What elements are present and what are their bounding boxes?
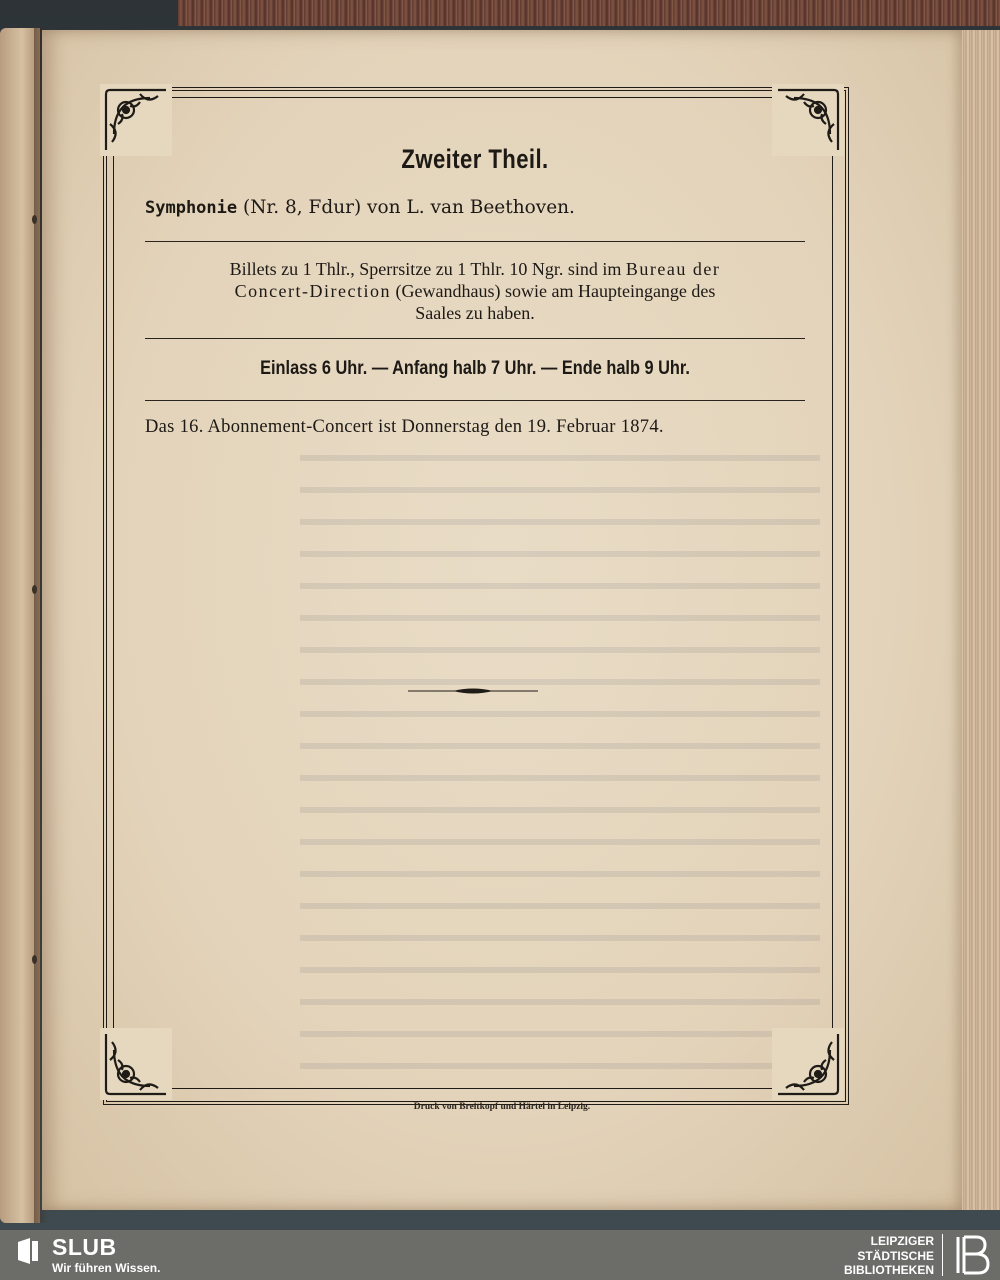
divider-line bbox=[145, 338, 805, 339]
ticket-info-line: Bureau der bbox=[625, 259, 721, 280]
symphony-details: (Nr. 8, Fdur) von L. van Beethoven. bbox=[243, 197, 575, 218]
book-binding bbox=[178, 0, 1000, 26]
ticket-info-line: Concert-Direction bbox=[234, 281, 392, 302]
library-name-line: BIBLIOTHEKEN bbox=[844, 1263, 934, 1277]
slub-tagline: Wir führen Wissen. bbox=[52, 1261, 161, 1275]
slub-name[interactable]: SLUB bbox=[52, 1234, 117, 1260]
divider-line bbox=[145, 400, 805, 401]
binding-stitch bbox=[32, 215, 37, 224]
ticket-info-line: (Gewandhaus) sowie am Haupteingange des bbox=[395, 281, 716, 302]
library-name-line: LEIPZIGER bbox=[870, 1234, 934, 1248]
ticket-info-line: Billets zu 1 Thlr., Sperrsitze zu 1 Thlr. 10 Ngr. sind im bbox=[229, 259, 622, 280]
divider-ornament-icon bbox=[408, 684, 538, 698]
logo-divider bbox=[942, 1234, 943, 1276]
part-heading: Zweiter Theil. bbox=[401, 144, 549, 174]
slub-logo-icon[interactable] bbox=[16, 1238, 40, 1264]
corner-ornament-icon bbox=[100, 1028, 172, 1100]
viewer-footer-bar bbox=[0, 1230, 1000, 1280]
ticket-info bbox=[145, 258, 805, 324]
corner-ornament-icon bbox=[772, 1028, 844, 1100]
library-name[interactable] bbox=[814, 1234, 934, 1278]
symphony-label: Symphonie bbox=[145, 198, 238, 218]
symphony-line bbox=[145, 197, 805, 219]
binding-stitch bbox=[32, 585, 37, 594]
library-name-line: STÄDTISCHE bbox=[857, 1248, 934, 1263]
binding-stitch bbox=[32, 955, 37, 964]
next-concert-notice: Das 16. Abonnement-Concert ist Donnerstag den 19. Februar 1874. bbox=[145, 417, 664, 438]
ticket-info-line: Saales zu haben. bbox=[415, 303, 535, 324]
divider-line bbox=[145, 241, 805, 242]
program-content bbox=[145, 140, 805, 438]
library-logo-icon[interactable] bbox=[952, 1234, 992, 1276]
concert-times: Einlass 6 Uhr. — Anfang halb 7 Uhr. — Ende halb 9 Uhr. bbox=[260, 358, 690, 380]
printer-imprint: Druck von Breitkopf und Härtel in Leipzig. bbox=[413, 1102, 591, 1112]
